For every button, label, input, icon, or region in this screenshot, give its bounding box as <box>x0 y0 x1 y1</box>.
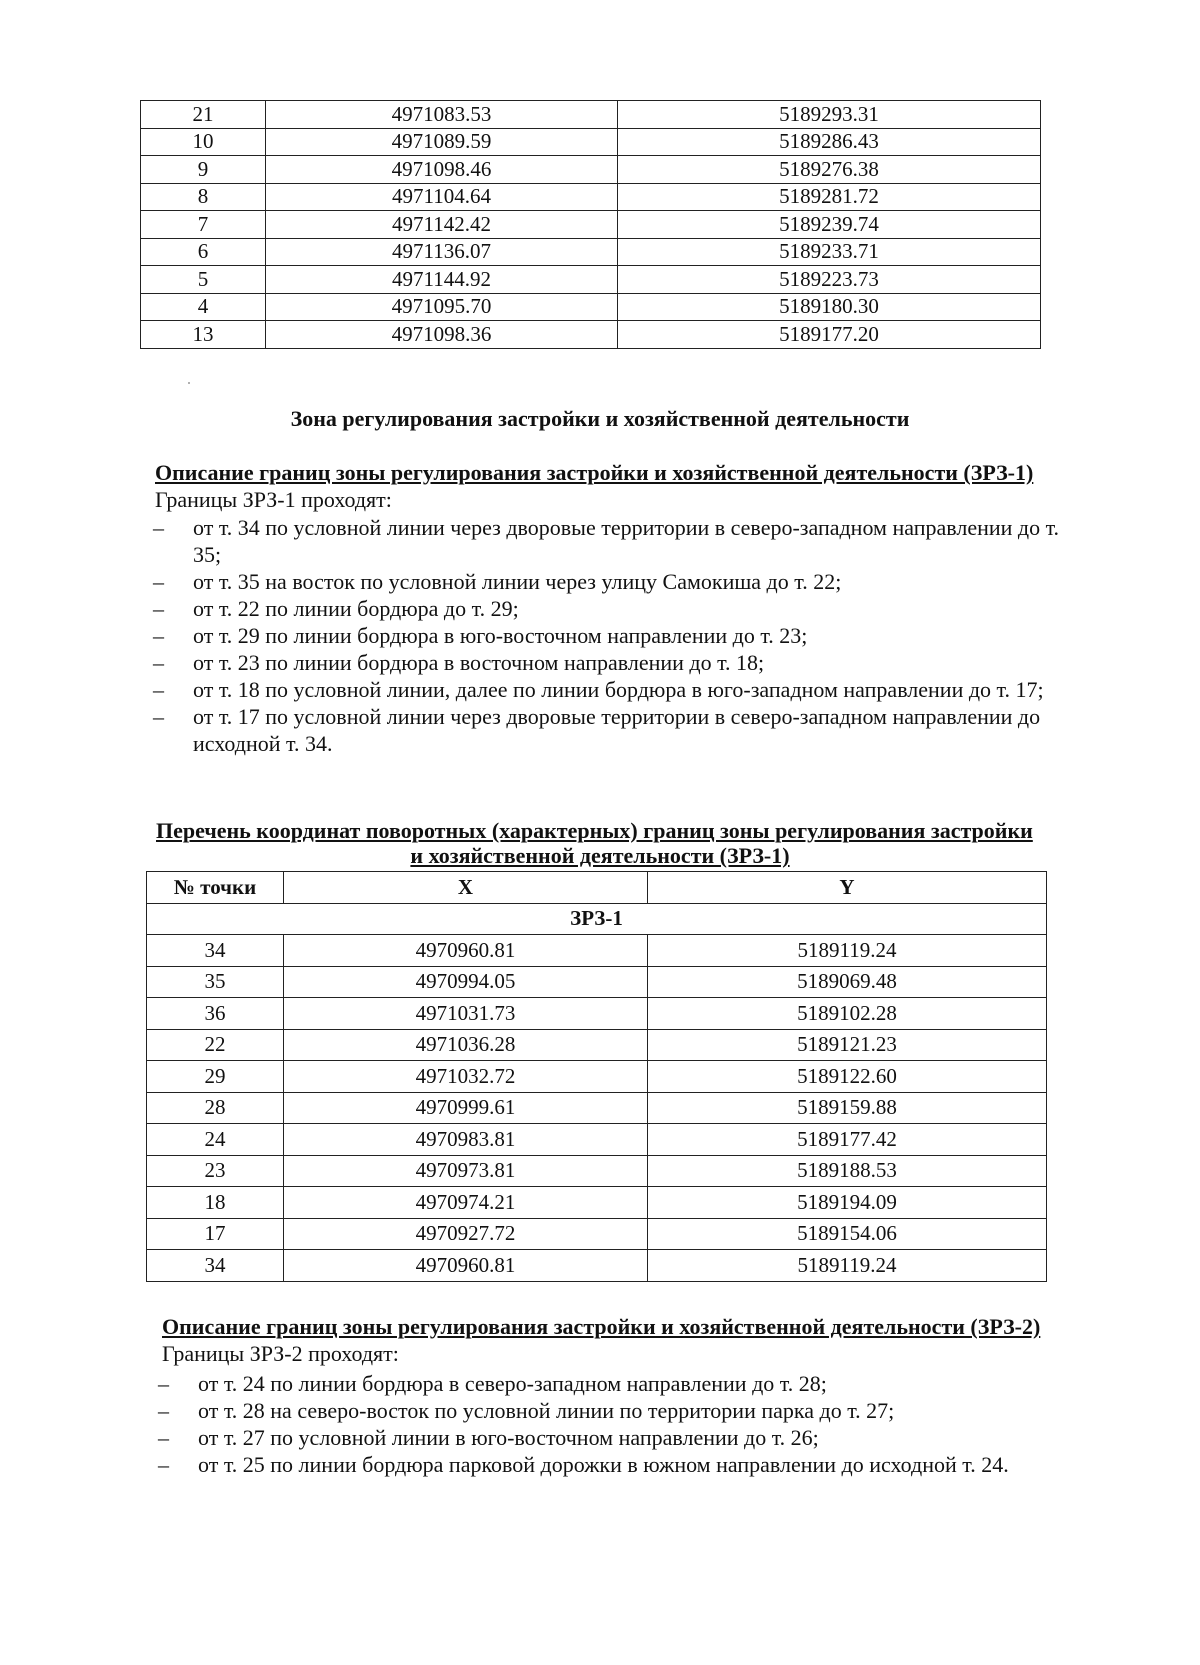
zrz1-boundary-list <box>153 514 1073 757</box>
point-number-cell: 5 <box>141 266 266 294</box>
x-cell: 4971104.64 <box>266 183 618 211</box>
x-cell: 4971098.46 <box>266 156 618 184</box>
x-cell: 4971142.42 <box>266 211 618 239</box>
y-cell: 5189154.06 <box>648 1218 1047 1250</box>
x-cell: 4970983.81 <box>284 1124 648 1156</box>
table-row <box>141 293 1041 321</box>
y-cell: 5189188.53 <box>648 1155 1047 1187</box>
list-item-text: от т. 27 по условной линии в юго-восточном направлении до т. 26; <box>198 1425 819 1450</box>
point-number-cell: 9 <box>141 156 266 184</box>
table-row <box>147 1250 1047 1282</box>
x-cell: 4971095.70 <box>266 293 618 321</box>
table-row <box>147 935 1047 967</box>
list-item-text: от т. 35 на восток по условной линии через улицу Самокиша до т. 22; <box>193 569 842 594</box>
y-cell: 5189233.71 <box>618 238 1041 266</box>
table-row <box>147 1092 1047 1124</box>
point-number-cell: 10 <box>141 128 266 156</box>
point-number-cell: 23 <box>147 1155 284 1187</box>
dash-bullet: – <box>153 677 164 702</box>
y-cell: 5189177.20 <box>618 321 1041 349</box>
header-point-number: № точки <box>147 872 284 904</box>
zone-label: ЗРЗ-1 <box>147 903 1047 935</box>
list-item-text: от т. 18 по условной линии, далее по линии бордюра в юго-западном направлении до т. 17; <box>193 677 1044 702</box>
point-number-cell: 7 <box>141 211 266 239</box>
table-row <box>147 1124 1047 1156</box>
list-item <box>158 1424 1078 1451</box>
y-cell: 5189177.42 <box>648 1124 1047 1156</box>
x-cell: 4970999.61 <box>284 1092 648 1124</box>
list-item-text: от т. 29 по линии бордюра в юго-восточном направлении до т. 23; <box>193 623 808 648</box>
zrz2-intro: Границы ЗРЗ-2 проходят: <box>162 1341 399 1366</box>
scan-speck <box>188 382 190 384</box>
list-item-text: от т. 23 по линии бордюра в восточном направлении до т. 18; <box>193 650 765 675</box>
header-x: X <box>284 872 648 904</box>
x-cell: 4970960.81 <box>284 935 648 967</box>
y-cell: 5189119.24 <box>648 1250 1047 1282</box>
x-cell: 4970960.81 <box>284 1250 648 1282</box>
list-item <box>153 568 1073 595</box>
header-y: Y <box>648 872 1047 904</box>
point-number-cell: 35 <box>147 966 284 998</box>
table-row <box>141 128 1041 156</box>
y-cell: 5189223.73 <box>618 266 1041 294</box>
zrz2-heading: Описание границ зоны регулирования застройки и хозяйственной деятельности (ЗРЗ-2) <box>162 1314 1041 1339</box>
zone-title: Зона регулирования застройки и хозяйственной деятельности <box>290 406 910 431</box>
table-row <box>147 966 1047 998</box>
dash-bullet: – <box>153 623 164 648</box>
coords-list-title-line1: Перечень координат поворотных (характерных) границ зоны регулирования застройки <box>156 818 1033 843</box>
dash-bullet: – <box>153 569 164 594</box>
list-item <box>153 595 1073 622</box>
point-number-cell: 8 <box>141 183 266 211</box>
list-item-text: от т. 22 по линии бордюра до т. 29; <box>193 596 519 621</box>
list-item-text: от т. 34 по условной линии через дворовые территории в северо-западном направлении до т. 35; <box>193 515 1060 567</box>
x-cell: 4971089.59 <box>266 128 618 156</box>
x-cell: 4971098.36 <box>266 321 618 349</box>
point-number-cell: 29 <box>147 1061 284 1093</box>
table-row <box>147 1061 1047 1093</box>
y-cell: 5189119.24 <box>648 935 1047 967</box>
y-cell: 5189180.30 <box>618 293 1041 321</box>
dash-bullet: – <box>158 1398 169 1423</box>
coordinates-table-continuation <box>140 100 1041 349</box>
dash-bullet: – <box>158 1425 169 1450</box>
table-row <box>147 1218 1047 1250</box>
table-row <box>147 1187 1047 1219</box>
dash-bullet: – <box>153 704 164 729</box>
point-number-cell: 36 <box>147 998 284 1030</box>
y-cell: 5189286.43 <box>618 128 1041 156</box>
point-number-cell: 28 <box>147 1092 284 1124</box>
point-number-cell: 13 <box>141 321 266 349</box>
table-row <box>141 183 1041 211</box>
x-cell: 4970927.72 <box>284 1218 648 1250</box>
zone-label-row <box>147 903 1047 935</box>
list-item-text: от т. 28 на северо-восток по условной линии по территории парка до т. 27; <box>198 1398 895 1423</box>
point-number-cell: 22 <box>147 1029 284 1061</box>
y-cell: 5189122.60 <box>648 1061 1047 1093</box>
list-item <box>158 1370 1078 1397</box>
y-cell: 5189102.28 <box>648 998 1047 1030</box>
y-cell: 5189281.72 <box>618 183 1041 211</box>
y-cell: 5189293.31 <box>618 101 1041 129</box>
table-row <box>141 266 1041 294</box>
list-item <box>153 649 1073 676</box>
table-row <box>141 211 1041 239</box>
table-row <box>147 1155 1047 1187</box>
dash-bullet: – <box>153 650 164 675</box>
x-cell: 4970974.21 <box>284 1187 648 1219</box>
x-cell: 4971136.07 <box>266 238 618 266</box>
y-cell: 5189276.38 <box>618 156 1041 184</box>
x-cell: 4971144.92 <box>266 266 618 294</box>
list-item <box>153 703 1073 757</box>
coords-list-title-line2: и хозяйственной деятельности (ЗРЗ-1) <box>410 843 790 868</box>
point-number-cell: 34 <box>147 935 284 967</box>
zrz1-heading: Описание границ зоны регулирования застройки и хозяйственной деятельности (ЗРЗ-1) <box>155 460 1034 485</box>
list-item <box>153 622 1073 649</box>
x-cell: 4971032.72 <box>284 1061 648 1093</box>
list-item-text: от т. 24 по линии бордюра в северо-западном направлении до т. 28; <box>198 1371 827 1396</box>
table-row <box>141 321 1041 349</box>
list-item <box>153 514 1073 568</box>
x-cell: 4971036.28 <box>284 1029 648 1061</box>
list-item-text: от т. 25 по линии бордюра парковой дорожки в южном направлении до исходной т. 24. <box>198 1452 1009 1477</box>
point-number-cell: 21 <box>141 101 266 129</box>
table-header-row <box>147 872 1047 904</box>
list-item-text: от т. 17 по условной линии через дворовые территории в северо-западном направлении до исходной т. 34. <box>193 704 1041 756</box>
table-row <box>147 1029 1047 1061</box>
y-cell: 5189121.23 <box>648 1029 1047 1061</box>
zrz1-coordinates-table <box>146 871 1047 1282</box>
point-number-cell: 18 <box>147 1187 284 1219</box>
point-number-cell: 4 <box>141 293 266 321</box>
list-item <box>153 676 1073 703</box>
zrz2-boundary-list <box>158 1370 1078 1478</box>
point-number-cell: 17 <box>147 1218 284 1250</box>
y-cell: 5189239.74 <box>618 211 1041 239</box>
y-cell: 5189194.09 <box>648 1187 1047 1219</box>
table-row <box>141 101 1041 129</box>
table-row <box>141 156 1041 184</box>
x-cell: 4971031.73 <box>284 998 648 1030</box>
list-item <box>158 1451 1078 1478</box>
x-cell: 4971083.53 <box>266 101 618 129</box>
table-row <box>147 998 1047 1030</box>
y-cell: 5189069.48 <box>648 966 1047 998</box>
table-row <box>141 238 1041 266</box>
dash-bullet: – <box>153 515 164 540</box>
dash-bullet: – <box>158 1452 169 1477</box>
dash-bullet: – <box>153 596 164 621</box>
x-cell: 4970994.05 <box>284 966 648 998</box>
x-cell: 4970973.81 <box>284 1155 648 1187</box>
y-cell: 5189159.88 <box>648 1092 1047 1124</box>
point-number-cell: 6 <box>141 238 266 266</box>
list-item <box>158 1397 1078 1424</box>
point-number-cell: 34 <box>147 1250 284 1282</box>
point-number-cell: 24 <box>147 1124 284 1156</box>
dash-bullet: – <box>158 1371 169 1396</box>
zrz1-intro: Границы ЗРЗ-1 проходят: <box>155 487 392 512</box>
